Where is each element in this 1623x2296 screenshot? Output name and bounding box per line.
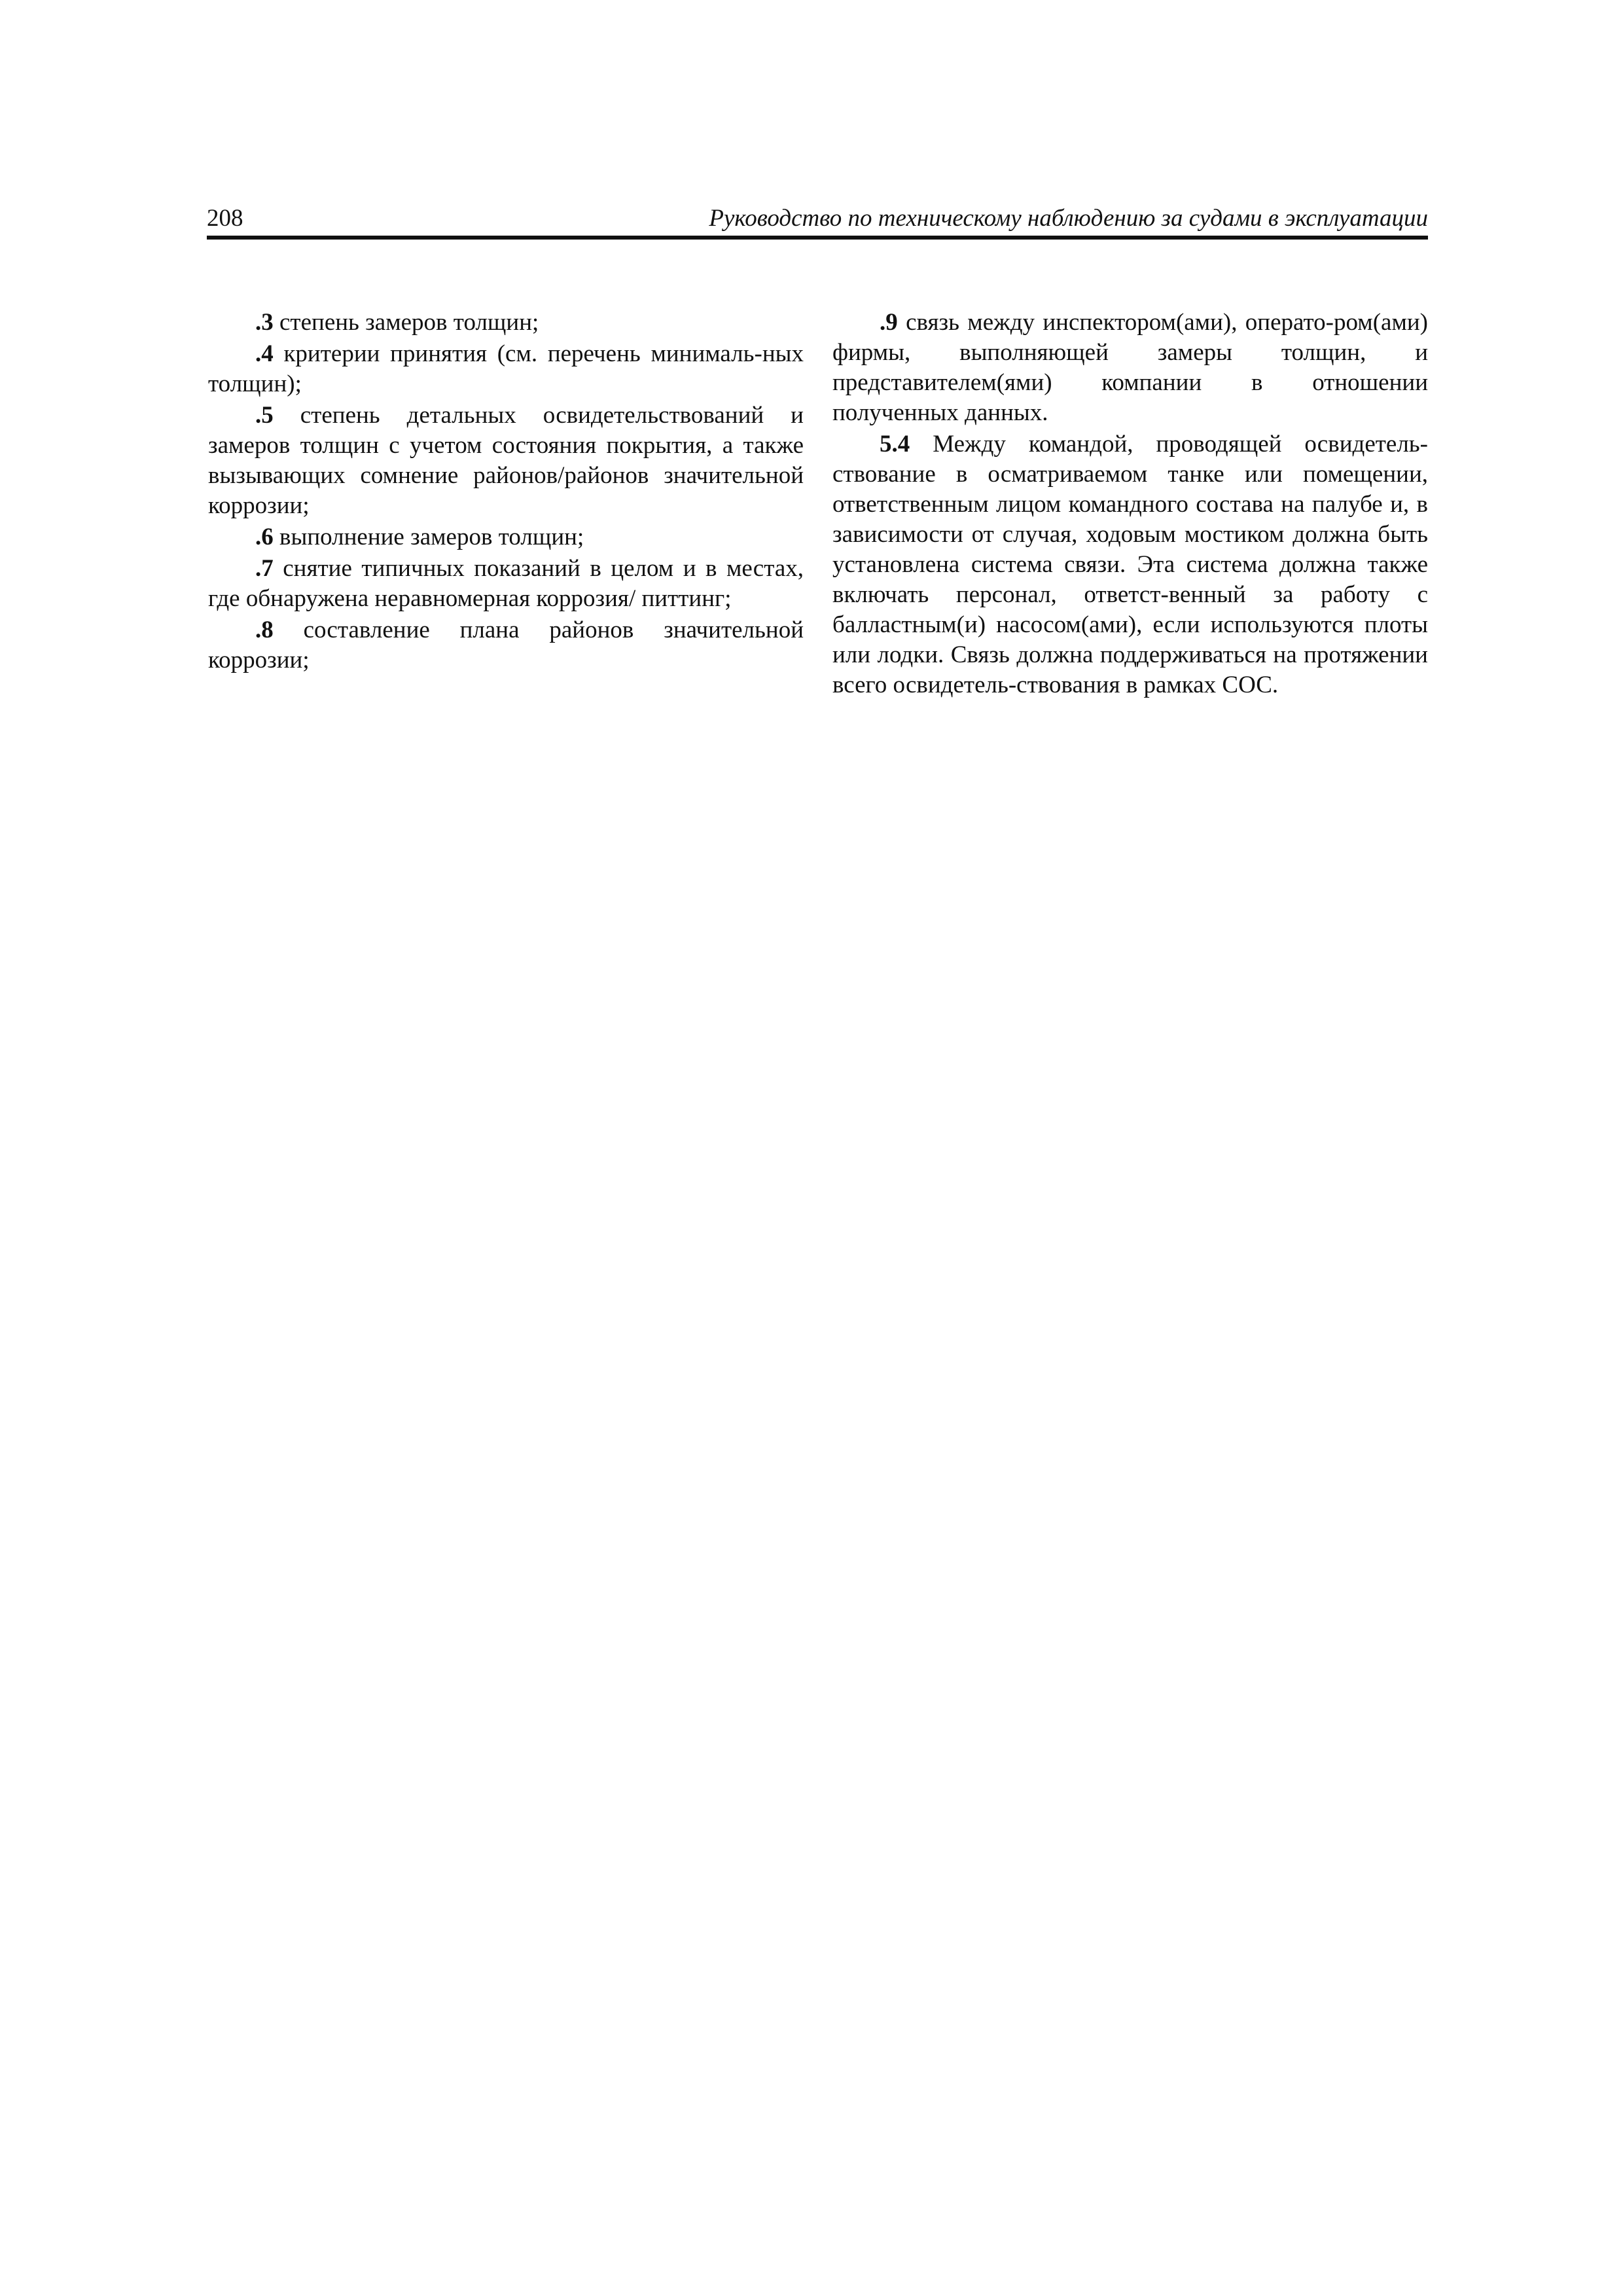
list-item	[208, 308, 804, 338]
item-number: .4	[255, 340, 274, 367]
item-text: выполнение замеров толщин;	[273, 524, 584, 550]
list-item	[208, 615, 804, 675]
list-item	[208, 554, 804, 614]
list-item	[208, 339, 804, 399]
item-text: степень детальных освидетельствований и замеров толщин с учетом состояния покрытия, а также вызывающих сомнение районов/районов значительной коррозии;	[208, 402, 804, 519]
running-title: Руководство по техническому наблюдению за судами в эксплуатации	[709, 205, 1428, 232]
item-number: .5	[255, 402, 274, 429]
page-header	[207, 202, 1428, 240]
item-number: .7	[255, 555, 274, 582]
item-text: степень замеров толщин;	[273, 309, 539, 336]
item-text: критерии принятия (см. перечень минималь-ных толщин);	[208, 340, 804, 397]
list-item	[208, 401, 804, 521]
right-column	[832, 308, 1428, 702]
page-number: 208	[207, 205, 243, 232]
list-item	[208, 522, 804, 552]
item-number: .9	[880, 309, 898, 336]
item-text: составление плана районов значительной коррозии;	[208, 617, 804, 673]
section-paragraph	[832, 429, 1428, 700]
item-number: .8	[255, 617, 274, 643]
item-number: .6	[255, 524, 274, 550]
item-number: .3	[255, 309, 274, 336]
item-text: снятие типичных показаний в целом и в местах, где обнаружена неравномерная коррозия/ питтинг;	[208, 555, 804, 612]
section-number: 5.4	[880, 431, 910, 457]
item-text: связь между инспектором(ами), операто-ром(ами) фирмы, выполняющей замеры толщин, и представителем(ями) компании в отношении полученных данных.	[832, 309, 1428, 426]
section-text: Между командой, проводящей освидетель-ствование в осматриваемом танке или помещении, ответственным лицом командного состава на палубе и, в зависимости от случая, ходовым мостиком должна быть установлена система связи. Эта система должна также включать персонал, ответст-венный за работу с балластным(и) насосом(ами), если используются плоты или лодки. Связь должна поддерживаться на протяжении всего освидетель-ствования в рамках СОС.	[832, 431, 1428, 698]
left-column	[208, 308, 804, 677]
list-item	[832, 308, 1428, 428]
